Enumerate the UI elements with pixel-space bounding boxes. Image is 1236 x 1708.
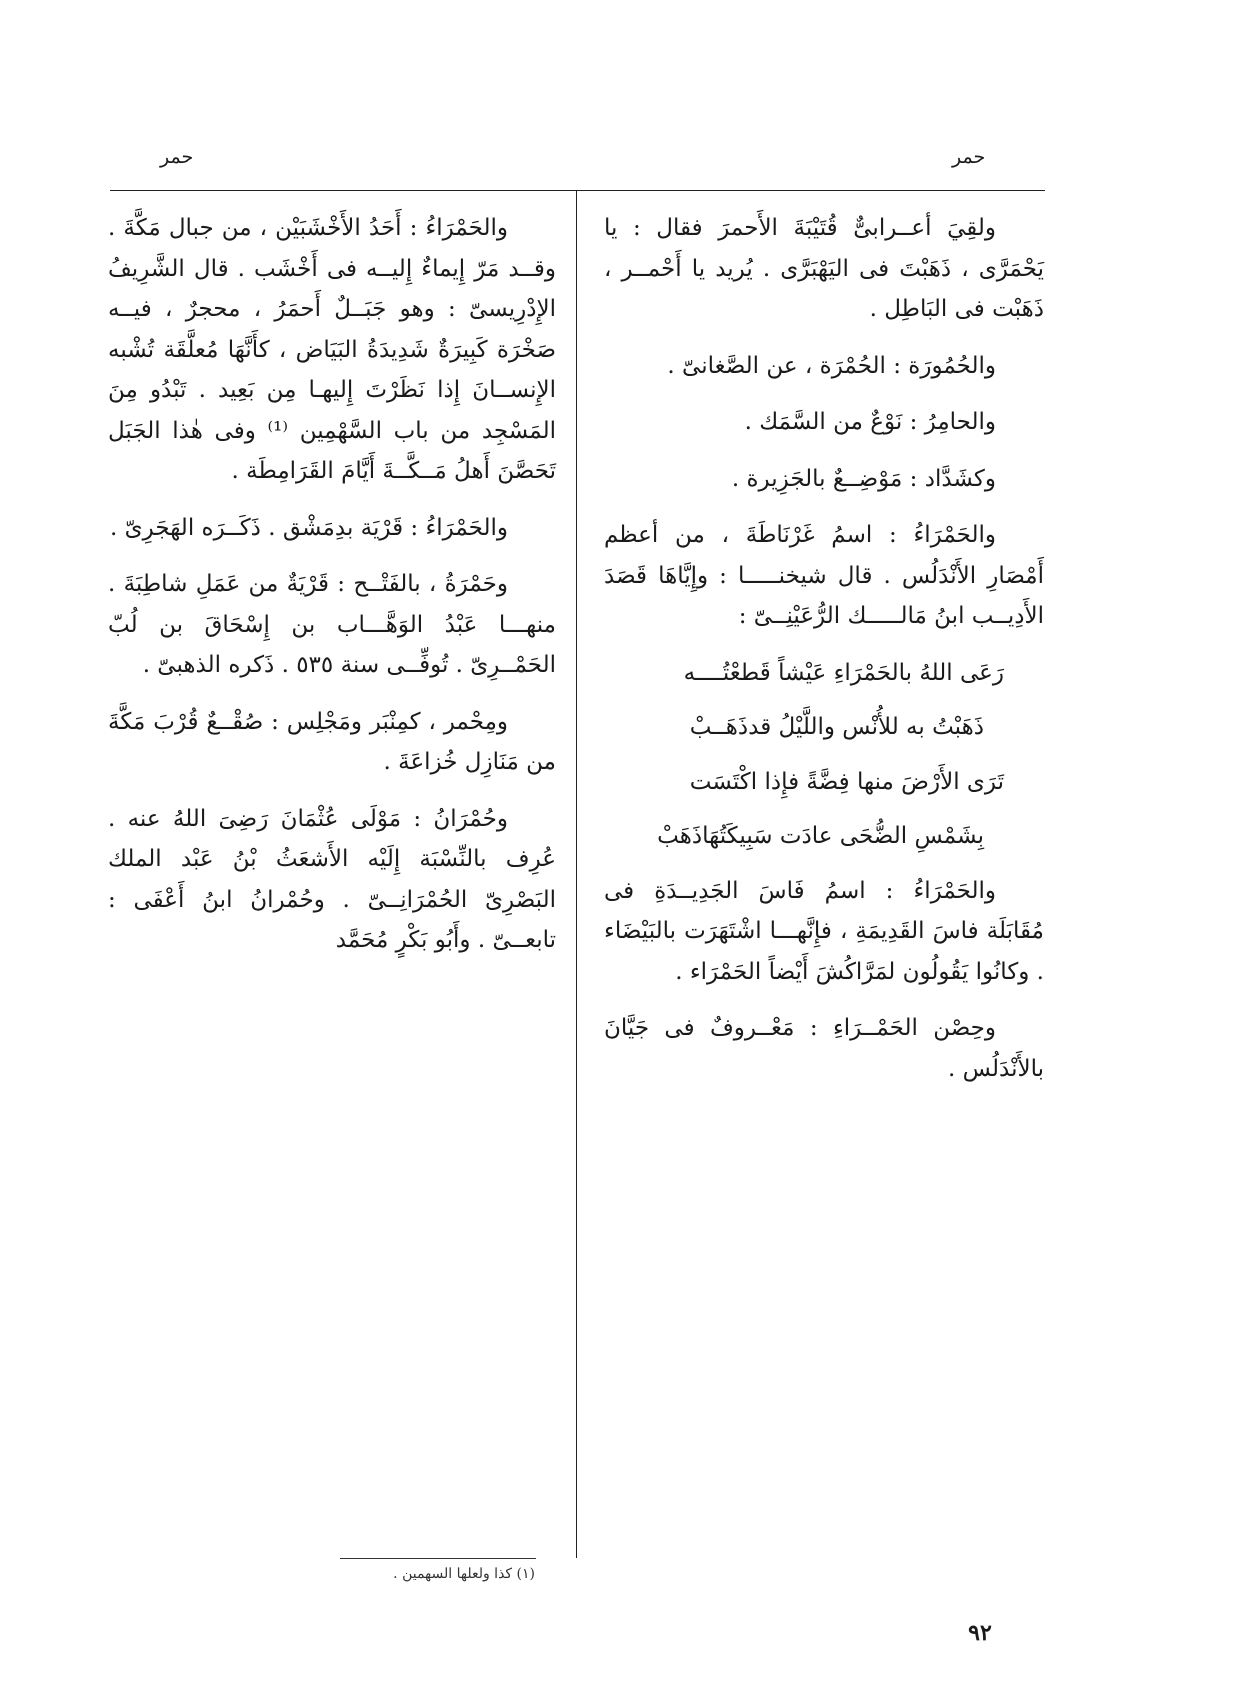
- paragraph: ولقِيَ أعــرابىٌّ قُتَيْبَةَ الأَحمرَ فقال : يا يَحْمَرَّى ، ذَهَبْتَ فى اليَهْبَرَّى . يُريد يا أَحْمــر ، ذَهَبْت فى البَاطِل .: [604, 215, 1044, 322]
- paragraph: والحَمْرَاءُ : اسمُ غَرْنَاطَةَ ، من أعظم أَمْصَارِ الأَنْدَلُس . قال شيخنـــــا : وإِيَّاهَا قَصَدَ الأَدِيــب ابنُ مَالـــــك الرُّعَيْنِــىّ :: [604, 522, 1044, 629]
- verse-line: رَعَى اللهُ بالحَمْرَاءِ عَيْشاً قَطعْتُــــه: [683, 659, 1004, 686]
- page-number: ٩٢: [968, 1620, 992, 1646]
- paragraph: وحِصْن الحَمْــرَاءِ : مَعْــروفٌ فى جَيَّانَ بالأَنْدَلُس .: [604, 1015, 1044, 1082]
- paragraph: وحَمْرَةُ ، بالفَتْــح : قَرْيَةٌ من عَمَلِ شاطِبَةَ . منهـــا عَبْدُ الوَهَّـــاب بن إِسْحَاقَ بن لُبّ الحَمْــرِىّ . تُوفِّــى سنة ٥٣٥ . ذَكره الذهبىّ .: [108, 571, 556, 678]
- paragraph: والحُمُورَة : الحُمْرَة ، عن الصَّغانىّ .: [667, 352, 996, 379]
- footnote: (١) كذا ولعلها السهمين .: [393, 1566, 535, 1582]
- paragraph: ومِحْمر ، كمِنْبَر ومَجْلِس : صُقْــعٌ قُرْبَ مَكَّةَ من مَنَازِل خُزاعَةَ .: [108, 708, 556, 775]
- paragraph: والحَمْرَاءُ : أَحَدُ الأَخْشَبَيْن ، من جبال مَكَّةَ . وقــد مَرّ إِيماءٌ إِليــه فى أَخْشَب . قال الشَّرِيفُ الإِدْرِيسىّ : وهو جَبَــلٌ أَحمَرُ ، محجرٌ ، فيــه صَخْرَة كَبِيرَةٌ شَدِيدَةُ البَيَاض ، كأَنَّهَا مُعلَّقَة تُشْبه الإِنســانَ إِذا نَظَرْتَ إِليهـا مِن بَعِيد . تَبْدُو مِنَ المَسْجِد من باب السَّهْمِين ⁽¹⁾ وفى هٰذا الجَبَل تَحَصَّنَ أَهلُ مَــكَّــةَ أَيَّامَ القَرَامِطَة .: [108, 215, 556, 484]
- paragraph: والحَمْرَاءُ : اسمُ فَاسَ الجَدِيــدَةِ فى مُقَابَلَة فاسَ القَدِيمَةِ ، فإِنَّهـــا اشْتَهَرَت بالبَيْضَاء . وكانُوا يَقُولُون لمَرَّاكُشَ أَيْضاً الحَمْرَاء .: [604, 877, 1044, 985]
- running-header-left: حمر: [160, 146, 194, 168]
- verse-line: تَرَى الأَرْضَ منها فِضَّةً فإِذا اكْتَسَت: [689, 768, 1004, 795]
- running-header-right: حمر: [952, 146, 986, 168]
- paragraph: والحامِرُ : نَوْعٌ من السَّمَك .: [744, 409, 996, 435]
- left-column: [108, 208, 556, 977]
- paragraph: وحُمْرَانُ : مَوْلَى عُثْمَانَ رَضِىَ اللهُ عنه . عُرِف بالنِّسْبَة إِلَيْه الأَشعَثُ بْنُ عَبْد الملك البَصْرِىّ الحُمْرَانِــىّ . وحُمْرانُ ابنُ أَعْفَى : تابعــىّ . وأَبُو بَكْرٍ مُحَمَّد: [108, 805, 556, 953]
- verse-line: ذَهَبْتُ به للأُنْس واللَّيْلُ قدذَهَــبْ: [689, 714, 984, 740]
- footnote-rule: [340, 1558, 536, 1559]
- header-rule: [110, 190, 1045, 191]
- right-column: [604, 208, 1044, 1105]
- paragraph: وكشَدَّاد : مَوْضِــعٌ بالجَزِيرة .: [731, 465, 996, 492]
- column-divider: [576, 190, 577, 1558]
- paragraph: والحَمْرَاءُ : قَرْيَة بدِمَشْق . ذَكَــرَه الهَجَرِىّ .: [110, 514, 508, 541]
- verse-line: بِشَمْسِ الضُّحَى عادَت سَبِيكَتُهَاذَهَبْ: [657, 823, 984, 849]
